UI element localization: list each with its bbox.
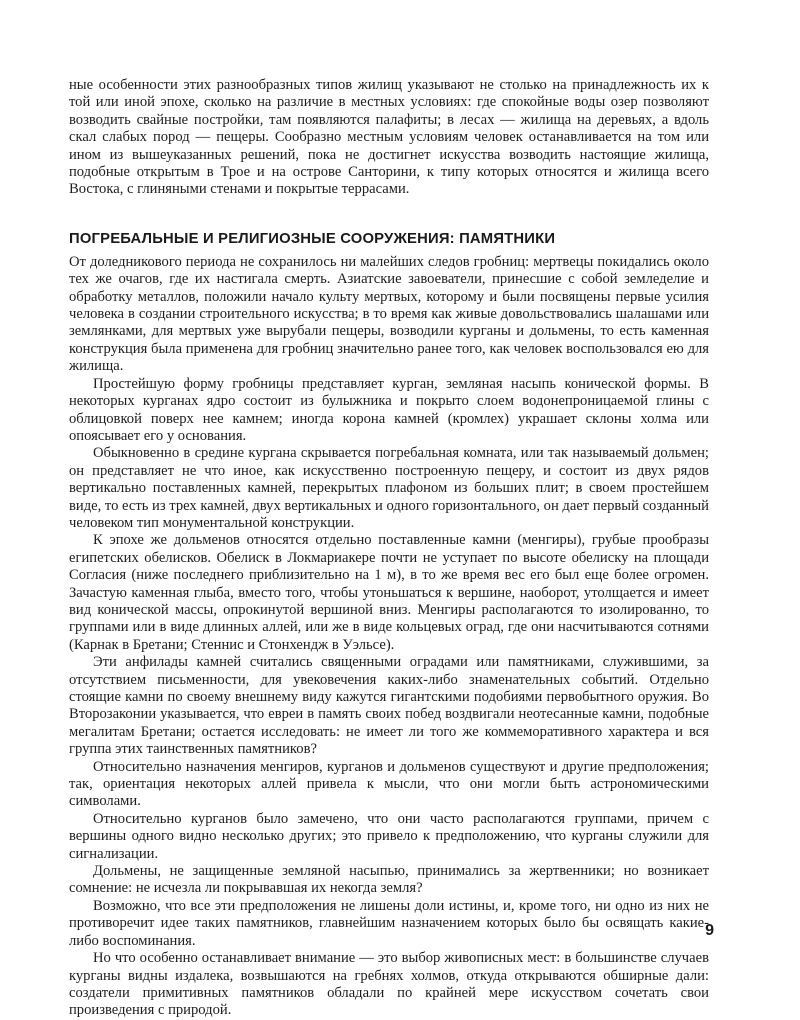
paragraph-4: К эпохе же дольменов относятся отдельно поставленные камни (менгиры), грубые прообразы египетских обелисков. Обелиск в Локмариакере почти не уступает по высоте обелиску на площади Согласия (ниже последнего приблизительно на 1 м), в то же время вес его был еще более огромен. Зачастую каменная глыба, вместо того, чтобы утоньшаться к вершине, наоборот, утолщается и имеет вид конической массы, опрокинутой вершиной вниз. Менгиры располагаются то изолированно, то группами или в виде длинных аллей, или же в виде кольцевых оград, где они насчитываются сотнями (Карнак в Бретани; Стеннис и Стонхендж в Уэльсе). xyxy=(69,532,709,653)
intro-paragraph: ные особенности этих разнообразных типов жилищ указывают не столько на принадлежность их к той или иной эпохе, сколько на различие в местных условиях: где спокойные воды озер позволяют возводить свайные постройки, там появляются палафиты; в лесах — жилища на деревьях, а вдоль скал слабых пород — пещеры. Сообразно местным условиям человек останавливается на том или ином из вышеуказанных решений, пока не достигнет искусства возводить настоящие жилища, подобные открытым в Трое и на острове Санторини, к типу которых относятся и жилища всего Востока, с глиняными стенами и покрытые террасами. xyxy=(69,77,709,198)
paragraph-9: Возможно, что все эти предположения не лишены доли истины, и, кроме того, ни одно из них не противоречит идее таких памятников, главнейшим назначением которых было бы освящать какие-либо воспоминания. xyxy=(69,897,709,949)
paragraph-3: Обыкновенно в средине кургана скрывается погребальная комната, или так называемый дольмен; он представляет не что иное, как искусственно построенную пещеру, и состоит из двух рядов вертикально поставленных камней, перекрытых плафоном из больших плит; в своем простейшем виде, то есть из трех камней, двух вертикальных и одного горизонтального, он дает первый созданный человеком тип монументальной конструкции. xyxy=(69,445,709,531)
paragraph-8: Дольмены, не защищенные земляной насыпью, принимались за жертвенники; но возникает сомнение: не исчезла ли покрывавшая их некогда земля? xyxy=(69,863,709,897)
paragraph-6: Относительно назначения менгиров, курганов и дольменов существуют и другие предположения; так, ориентация некоторых аллей привела к мысли, что они могли быть астрономическими символами. xyxy=(69,758,709,810)
paragraph-7: Относительно курганов было замечено, что они часто располагаются группами, причем с вершины одного видно несколько других; это привело к предположению, что курганы служили для сигнализации. xyxy=(69,810,709,862)
paragraph-2: Простейшую форму гробницы представляет курган, земляная насыпь конической формы. В некоторых курганах ядро состоит из булыжника и покрыто слоем водонепроницаемой глины с облицовкой поверх нее камнем; иногда корона камней (кромлех) украшает склоны холма или опоясывает его у основания. xyxy=(69,375,709,444)
paragraph-1: От доледникового периода не сохранилось ни малейших следов гробниц: мертвецы покидались около тех же очагов, где их настигала смерть. Азиатские завоеватели, принесшие с собой земледелие и обработку металлов, положили начало культу мертвых, которому и были посвящены первые усилия человека в создании строительного искусства; в то время как живые довольствовались шалашами или землянками, для мертвых уже вырубали пещеры, возводили курганы и дольмены, то есть каменная конструкция была применена для гробниц значительно ранее того, как человек воспользовался ею для жилища. xyxy=(69,253,709,375)
paragraph-10: Но что особенно останавливает внимание — это выбор живописных мест: в большинстве случаев курганы видны издалека, возвышаются на гребнях холмов, откуда открываются обширные дали: создатели примитивных памятников обладали по крайней мере искусством сочетать свои произведения с природой. xyxy=(69,950,709,1019)
section-heading: ПОГРЕБАЛЬНЫЕ И РЕЛИГИОЗНЫЕ СООРУЖЕНИЯ: ПАМЯТНИКИ xyxy=(69,230,556,247)
page-body xyxy=(69,77,709,1020)
paragraph-5: Эти анфилады камней считались священными оградами или памятниками, служившими, за отсутствием письменности, для увековечения каких-либо знаменательных событий. Отдельно стоящие камни по своему внешнему виду кажутся гигантскими подобиями первобытного оружия. Во Второзаконии указывается, что евреи в память своих побед воздвигали неотесанные камни, подобные мегалитам Бретани; остается исследовать: не имеет ли того же коммеморативного характера и вся группа этих таинственных памятников? xyxy=(69,654,709,758)
page-number: 9 xyxy=(705,922,714,939)
